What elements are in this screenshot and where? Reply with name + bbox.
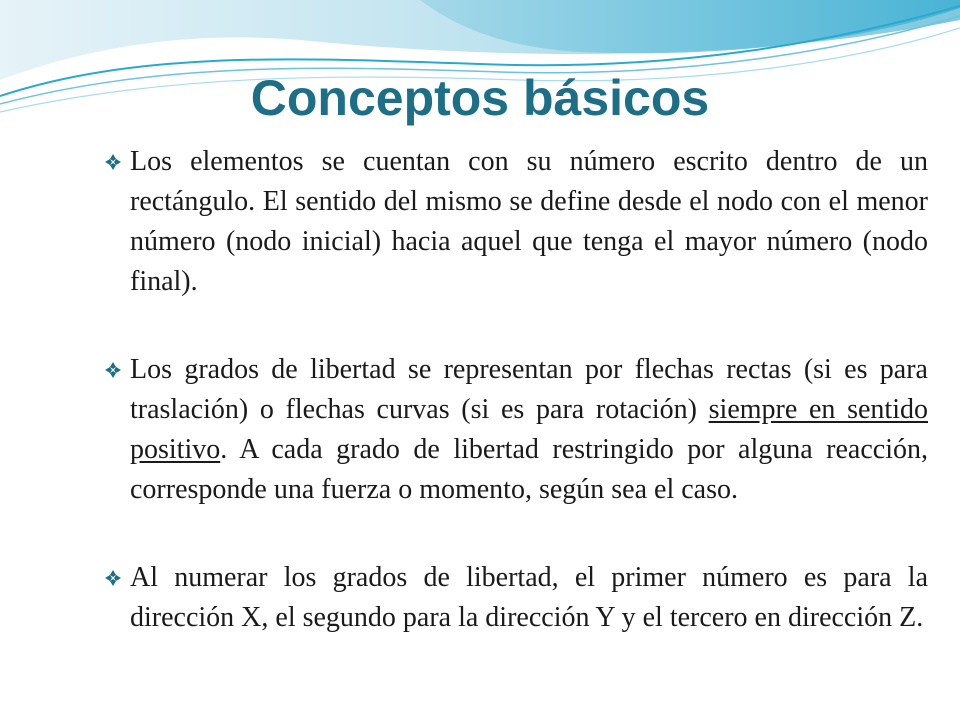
bullet-item [104, 558, 928, 638]
bullet-item [104, 142, 928, 302]
bullet-text-before: Los grados de libertad se representan por flechas rectas (si es para traslación) o flechas curvas (si es para rotación) [130, 354, 928, 425]
bullet-text-after: . A cada grado de libertad restringido por alguna reacción, corresponde una fuerza o momento, según sea el caso. [130, 434, 928, 505]
bullet-underlined-text: siempre en sentido positivo [130, 394, 928, 465]
bullet-text: Al numerar los grados de libertad, el primer número es para la dirección X, el segundo para la dirección Y y el tercero en dirección Z. [130, 562, 928, 633]
slide-title: Conceptos básicos [250, 70, 710, 126]
diamond-bullet-icon [104, 361, 122, 379]
diamond-bullet-icon [104, 569, 122, 587]
diamond-bullet-icon [104, 153, 122, 171]
bullet-item [104, 350, 928, 510]
bullet-list [104, 142, 928, 686]
bullet-text: Los elementos se cuentan con su número escrito dentro de un rectángulo. El sentido del mismo se define desde el nodo con el menor número (nodo inicial) hacia aquel que tenga el mayor número (nodo final). [130, 146, 928, 297]
